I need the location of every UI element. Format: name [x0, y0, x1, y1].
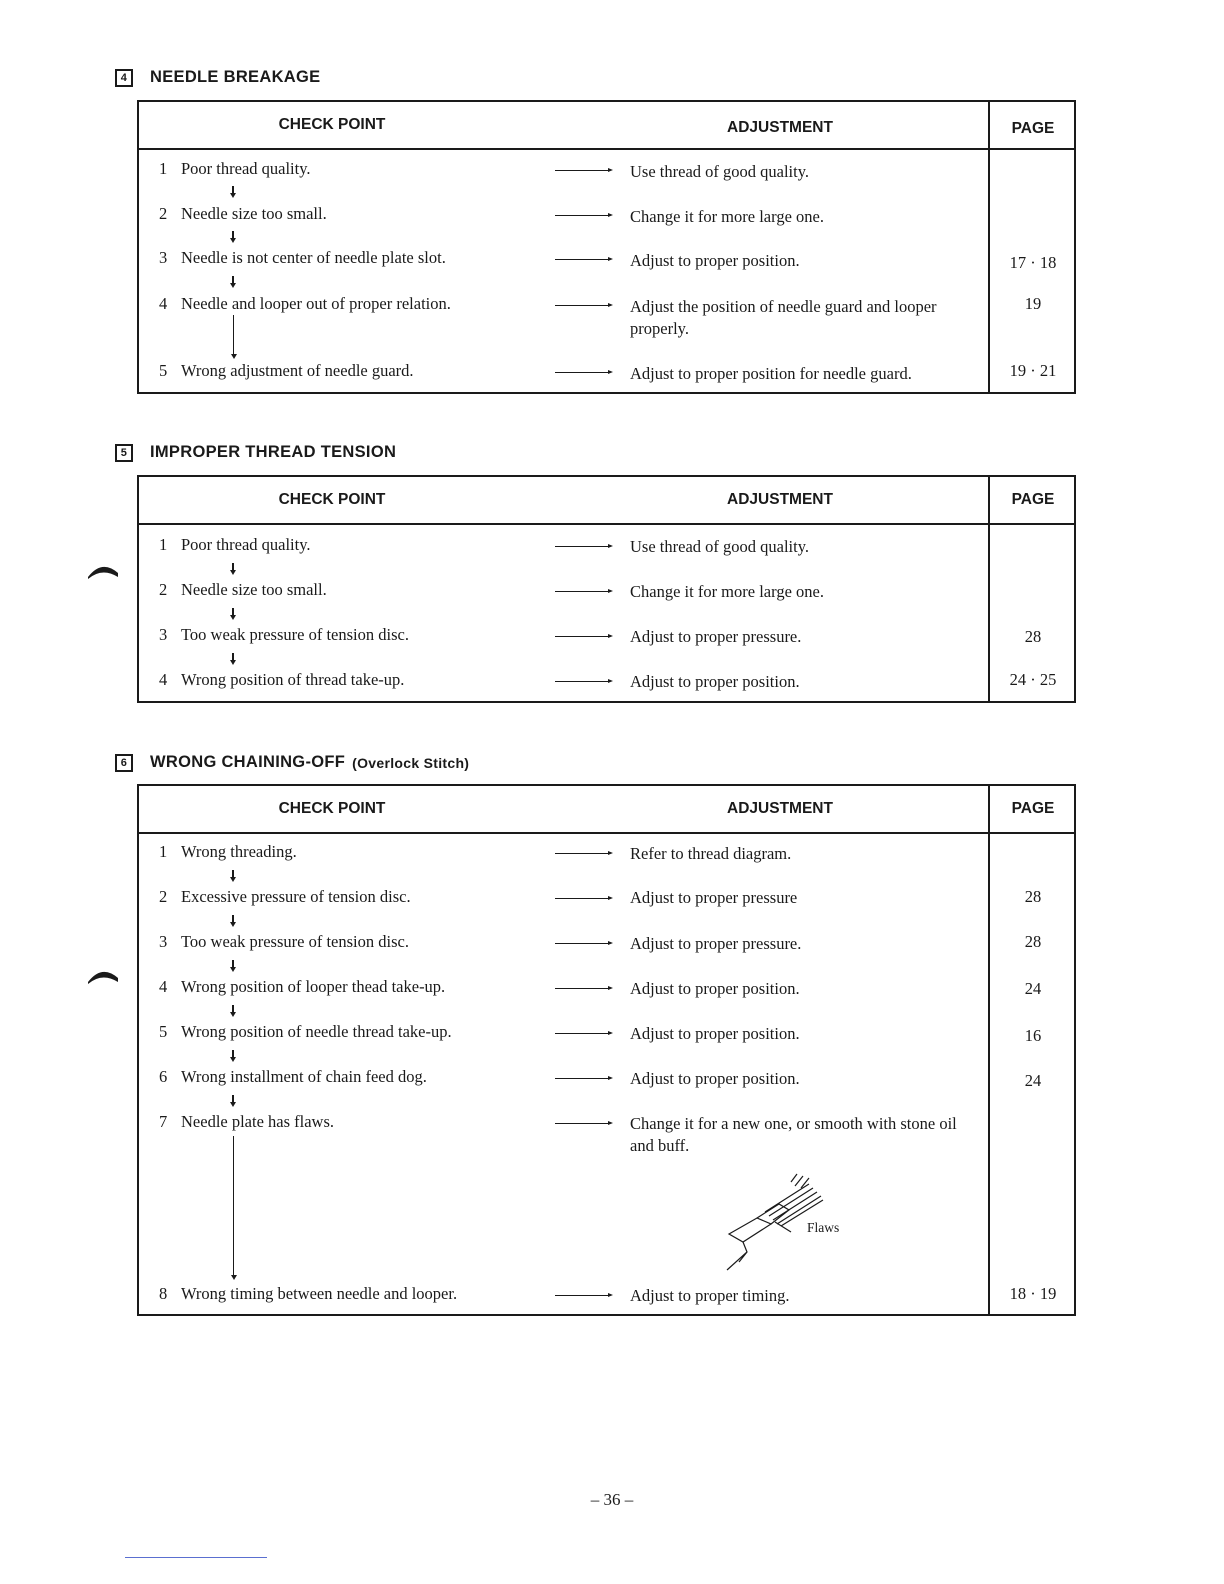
header-adjustment: ADJUSTMENT: [727, 119, 833, 136]
row-number: 2: [159, 204, 168, 223]
table-row: [139, 248, 1074, 272]
table-needle-breakage: [137, 100, 1076, 394]
table-header: [139, 477, 1074, 525]
table-header: [139, 786, 1074, 834]
adjustment-text: Adjust to proper position.: [630, 1024, 800, 1043]
section-number-badge: 5: [115, 444, 133, 462]
down-arrow-icon: [232, 231, 234, 239]
table-row: [139, 1067, 1074, 1091]
header-check-point: CHECK POINT: [278, 800, 386, 817]
row-number: 2: [159, 887, 168, 906]
row-number: 8: [159, 1284, 168, 1303]
table-row: [139, 932, 1074, 956]
header-page: PAGE: [1011, 491, 1055, 508]
adjustment-text: Adjust to proper position.: [630, 979, 800, 998]
adjustment-text: Use thread of good quality.: [630, 162, 810, 181]
table-header: [139, 102, 1074, 150]
adjustment-text: Refer to thread diagram.: [630, 844, 792, 863]
page-ref: 19: [1024, 294, 1042, 313]
adjustment-text: Adjust to proper pressure.: [630, 934, 802, 953]
table-row: [139, 1284, 1074, 1308]
page-ref: 18 · 19: [1009, 1284, 1057, 1303]
figure-label-flaws: Flaws: [807, 1220, 840, 1235]
adjustment-text: Adjust to proper position.: [630, 251, 800, 270]
leader-line: [775, 1222, 791, 1232]
table-row: [139, 625, 1074, 649]
section-title-needle-breakage: [115, 68, 320, 87]
adjustment-text: Use thread of good quality.: [630, 537, 810, 556]
table-row: [139, 1112, 1074, 1155]
table-wrong-chaining-off: [137, 784, 1076, 1316]
row-number: 6: [159, 1067, 168, 1086]
table-row: [139, 294, 1074, 338]
down-arrow-icon: [232, 1095, 234, 1103]
right-arrow-icon: [555, 1078, 610, 1079]
row-number: 3: [159, 248, 168, 267]
right-arrow-icon: [555, 1123, 610, 1124]
table-row: [139, 1022, 1074, 1046]
page-ref: 28: [1024, 627, 1042, 646]
table-row: [139, 842, 1074, 866]
row-number: 1: [159, 159, 168, 178]
page-ref: 28: [1024, 932, 1042, 951]
check-point-text: Wrong timing between needle and looper.: [181, 1284, 458, 1303]
table-row: [139, 361, 1074, 385]
check-point-text: Poor thread quality.: [181, 159, 311, 178]
page-ref: 24 · 25: [1009, 670, 1057, 689]
table-improper-thread-tension: [137, 475, 1076, 703]
check-point-text: Needle size too small.: [181, 204, 327, 223]
check-point-text: Needle plate has flaws.: [181, 1112, 335, 1131]
row-number: 5: [159, 361, 168, 380]
adjustment-text: Adjust the position of needle guard and looper properly.: [630, 297, 937, 338]
down-arrow-icon: [233, 315, 234, 355]
adjustment-text: Change it for more large one.: [630, 207, 824, 226]
header-page: PAGE: [1011, 800, 1055, 817]
check-point-text: Wrong installment of chain feed dog.: [181, 1067, 427, 1086]
section-number-badge: 6: [115, 754, 133, 772]
page-ref: 16: [1024, 1026, 1042, 1045]
page-ref: 28: [1024, 887, 1042, 906]
adjustment-text: Change it for more large one.: [630, 582, 824, 601]
right-arrow-icon: [555, 305, 610, 306]
adjustment-text: Adjust to proper position.: [630, 1069, 800, 1088]
right-arrow-icon: [555, 591, 610, 592]
header-check-point: CHECK POINT: [278, 116, 386, 133]
right-arrow-icon: [555, 988, 610, 989]
page-ref: 19 · 21: [1009, 361, 1057, 380]
header-check-point: CHECK POINT: [278, 491, 386, 508]
row-number: 7: [159, 1112, 168, 1131]
check-point-text: Excessive pressure of tension disc.: [181, 887, 411, 906]
down-arrow-icon: [232, 870, 234, 878]
page-ref: 24: [1024, 979, 1042, 998]
page-number: – 36 –: [590, 1490, 634, 1509]
down-arrow-icon: [232, 276, 234, 284]
right-arrow-icon: [555, 546, 610, 547]
plate-edge: [727, 1242, 747, 1270]
right-arrow-icon: [555, 170, 610, 171]
row-number: 1: [159, 535, 168, 554]
adjustment-text: Adjust to proper position.: [630, 672, 800, 691]
section-title-wrong-chaining-off: [115, 753, 469, 772]
down-arrow-icon: [232, 653, 234, 661]
right-arrow-icon: [555, 943, 610, 944]
adjustment-text: Adjust to proper position for needle guard.: [630, 364, 912, 383]
section-title-text: WRONG CHAINING-OFF: [150, 753, 346, 771]
right-arrow-icon: [555, 1295, 610, 1296]
section-title-text: IMPROPER THREAD TENSION: [150, 443, 397, 461]
check-point-text: Wrong threading.: [181, 842, 297, 861]
table-row: [139, 204, 1074, 228]
table-row: [139, 887, 1074, 911]
header-adjustment: ADJUSTMENT: [727, 491, 833, 508]
column-divider: [988, 102, 990, 392]
right-arrow-icon: [555, 898, 610, 899]
down-arrow-icon: [232, 1005, 234, 1013]
down-arrow-icon: [233, 1136, 234, 1276]
header-page: PAGE: [1011, 120, 1055, 137]
footnote-rule: [125, 1557, 267, 1558]
right-arrow-icon: [555, 372, 610, 373]
right-arrow-icon: [555, 1033, 610, 1034]
section-title-improper-thread-tension: [115, 443, 396, 462]
right-arrow-icon: [555, 853, 610, 854]
right-arrow-icon: [555, 215, 610, 216]
right-arrow-icon: [555, 681, 610, 682]
page-ref: 17 · 18: [1009, 253, 1057, 272]
adjustment-text: Adjust to proper timing.: [630, 1286, 790, 1305]
adjustment-text: Adjust to proper pressure.: [630, 627, 802, 646]
row-number: 5: [159, 1022, 168, 1041]
table-row: [139, 977, 1074, 1001]
table-row: [139, 580, 1074, 604]
row-number: 3: [159, 625, 168, 644]
row-number: 2: [159, 580, 168, 599]
needle-plate-flaws-illustration: [709, 1166, 869, 1276]
check-point-text: Needle size too small.: [181, 580, 327, 599]
check-point-text: Wrong adjustment of needle guard.: [181, 361, 414, 380]
down-arrow-icon: [232, 1050, 234, 1058]
down-arrow-icon: [232, 608, 234, 616]
down-arrow-icon: [232, 960, 234, 968]
binder-hole-mark: [84, 561, 122, 583]
plate-outline: [729, 1218, 771, 1242]
right-arrow-icon: [555, 259, 610, 260]
section-subtitle: (Overlock Stitch): [352, 754, 470, 771]
row-number: 4: [159, 670, 168, 689]
row-number: 1: [159, 842, 168, 861]
table-row: [139, 159, 1074, 183]
check-point-text: Poor thread quality.: [181, 535, 311, 554]
page-ref: 24: [1024, 1071, 1042, 1090]
binder-hole-mark: [84, 966, 122, 988]
adjustment-text: Adjust to proper pressure: [630, 888, 798, 907]
adjustment-text: Change it for a new one, or smooth with stone oil and buff.: [630, 1114, 957, 1155]
row-number: 3: [159, 932, 168, 951]
check-point-text: Wrong position of needle thread take-up.: [181, 1022, 452, 1041]
check-point-text: Too weak pressure of tension disc.: [181, 932, 409, 951]
section-number-badge: 4: [115, 69, 133, 87]
check-point-text: Needle and looper out of proper relation.: [181, 294, 451, 313]
table-row: [139, 535, 1074, 559]
row-number: 4: [159, 977, 168, 996]
header-adjustment: ADJUSTMENT: [727, 800, 833, 817]
down-arrow-icon: [232, 186, 234, 194]
table-row: [139, 670, 1074, 694]
row-number: 4: [159, 294, 168, 313]
section-title-text: NEEDLE BREAKAGE: [150, 68, 321, 86]
check-point-text: Needle is not center of needle plate slot.: [181, 248, 446, 267]
check-point-text: Wrong position of thread take-up.: [181, 670, 405, 689]
check-point-text: Wrong position of looper thead take-up.: [181, 977, 446, 996]
down-arrow-icon: [232, 915, 234, 923]
down-arrow-icon: [232, 563, 234, 571]
right-arrow-icon: [555, 636, 610, 637]
check-point-text: Too weak pressure of tension disc.: [181, 625, 409, 644]
